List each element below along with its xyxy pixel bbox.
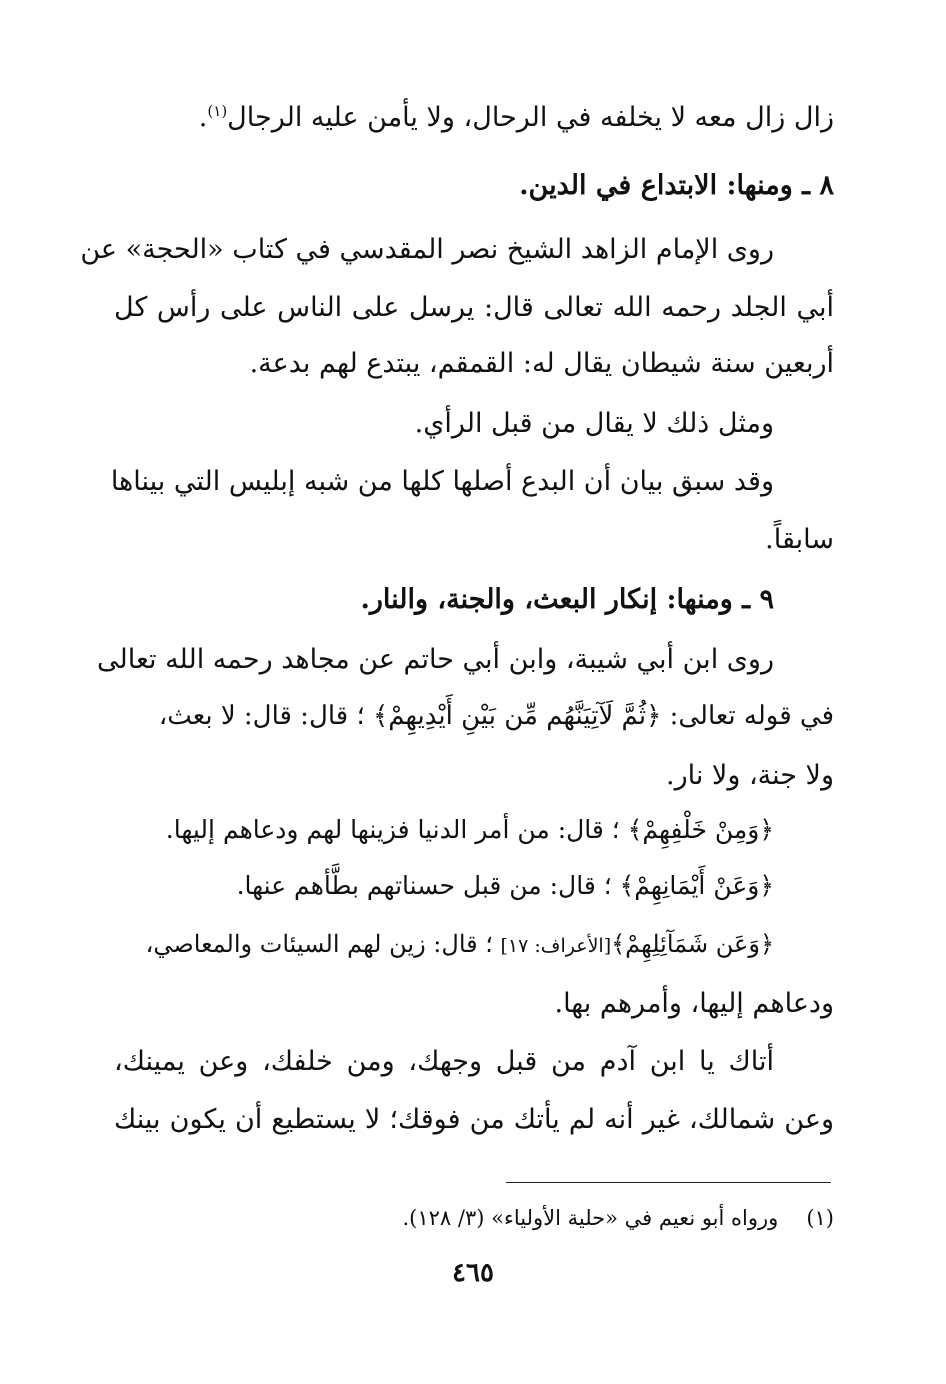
- quran-verse: ﴿وَمِنْ خَلْفِهِمْ﴾: [627, 815, 774, 844]
- text-segment: ؛ قال: قال: لا بعث،: [158, 701, 365, 731]
- verse-citation: [الأعراف: ١٧]: [500, 935, 612, 957]
- text-line: ودعاهم إليها، وأمرهم بها.: [554, 988, 834, 1019]
- section-heading-8: ٨ ـ ومنها: الابتداع في الدين.: [519, 170, 834, 201]
- text-line: [114, 696, 834, 736]
- text-line: وعن شمالك، غير أنه لم يأتك من فوقك؛ لا يستطيع أن يكون بينك: [114, 1104, 834, 1135]
- footnote-reference: (١): [207, 102, 228, 120]
- text-segment: ؛ قال: من قبل حسناتهم بطَّأهم عنها.: [236, 871, 612, 900]
- text-line: ومثل ذلك لا يقال من قبل الرأي.: [414, 408, 774, 439]
- footnote: [402, 1200, 834, 1236]
- text-segment: .: [198, 102, 208, 133]
- text-line: سابقاً.: [765, 524, 834, 555]
- footnote-number: (١): [806, 1206, 834, 1230]
- text-line: روى الإمام الزاهد الشيخ نصر المقدسي في كتاب «الحجة» عن: [80, 234, 774, 265]
- text-line: وقد سبق بيان أن البدع أصلها كلها من شبه إبليس التي بيناها: [110, 466, 774, 497]
- text-segment: زال زال معه لا يخلفه في الرحال، ولا يأمن عليه الرجال: [227, 102, 834, 133]
- text-line: [114, 98, 834, 138]
- text-line: ولا جنة، ولا نار.: [665, 760, 834, 791]
- quran-verse: ﴿وَعَن شَمَآئِلِهِمْ﴾: [611, 930, 774, 958]
- section-heading-9: ٩ ـ ومنها: إنكار البعث، والجنة، والنار.: [360, 584, 774, 615]
- text-line: أتاك يا ابن آدم من قبل وجهك، ومن خلفك، وعن يمينك،: [114, 1046, 774, 1077]
- text-segment: في قوله تعالى:: [669, 701, 834, 731]
- text-segment: ؛ قال: من أمر الدنيا فزينها لهم ودعاهم إليها.: [165, 815, 620, 844]
- text-line: أربعين سنة شيطان يقال له: القمقم، يبتدع لهم بدعة.: [249, 348, 834, 379]
- text-line: روى ابن أبي شيبة، وابن أبي حاتم عن مجاهد رحمه الله تعالى: [97, 644, 774, 675]
- footnote-text: ورواه أبو نعيم في «حلية الأولياء» (٣/ ١٢٨).: [402, 1206, 779, 1230]
- quran-verse: ﴿وَعَنْ أَيْمَانِهِمْ﴾: [619, 871, 774, 900]
- text-segment: ؛ قال: زين لهم السيئات والمعاصي،: [145, 930, 493, 958]
- text-line: [114, 924, 774, 966]
- page-number: ٤٦٥: [452, 1258, 494, 1288]
- text-line: [54, 866, 774, 906]
- quran-verse: ﴿ثُمَّ لَآتِيَنَّهُم مِّن بَيْنِ أَيْدِيهِمْ﴾: [372, 701, 662, 731]
- text-line: أبي الجلد رحمه الله تعالى قال: يرسل على الناس على رأس كل: [114, 292, 834, 323]
- text-line: [54, 810, 774, 850]
- footnote-divider: [506, 1182, 831, 1183]
